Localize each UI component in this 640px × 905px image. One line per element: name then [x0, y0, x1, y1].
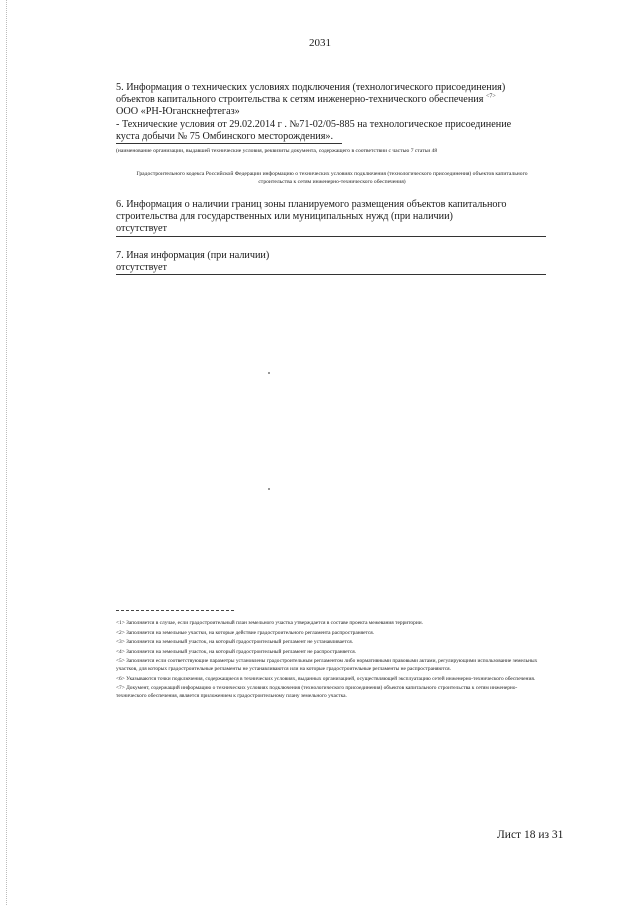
section-7 — [116, 250, 546, 275]
organization-name: ООО «РН-Юганскнефтегаз» — [116, 106, 240, 118]
footnote-item: <7> Документ, содержащий информацию о технических условиях подключения (технологического присоединения) объектов капитального строительства к сетям инженерно-технического обеспечения, является приложением к градостроительному плану земельного участка. — [116, 685, 518, 699]
page-number: 2031 — [309, 37, 331, 49]
footnote-item: <5> Заполняется если соответствующие параметры установлены градостроительным регламентом либо нормативными правовыми актами, регулирующими использование земельных участков, для которых градостроительные регламенты не устанавливаются или на которые градостроительные регламенты не распространяются. — [116, 658, 538, 672]
section-7-value: отсутствует — [116, 262, 546, 275]
scan-speck — [268, 372, 270, 374]
binding-margin-line — [6, 0, 7, 905]
section-6 — [116, 199, 546, 237]
section-7-heading: 7. Иная информация (при наличии) — [116, 250, 270, 261]
section-6-value: отсутствует — [116, 223, 546, 236]
footnotes — [116, 620, 546, 702]
section-5-heading: 5. Информация о технических условиях подключения (технологического присоединения) объектов капитального строительства к сетям инженерно-технического обеспечения — [116, 82, 506, 106]
conditions-line-1: - Технические условия от 29.02.2014 г . №71-02/05-885 на технологическое присоединение — [116, 118, 512, 130]
scan-speck — [268, 488, 270, 490]
section-5-caption-1: (наименование организации, выдавшей технические условия, реквизиты документа, содержащего в соответствии с частью 7 статьи 48 — [116, 148, 438, 154]
section-5-caption-2: Градостроительного кодекса Российской Федерации информацию о технических условиях подключения (технологического присоединения) объектов капитального строительства к сетям инженерно-технического обеспечения) — [136, 171, 528, 185]
section-5 — [116, 82, 546, 144]
section-6-heading: 6. Информация о наличии границ зоны планируемого размещения объектов капитального строительства для государственных или муниципальных нужд (при наличии) — [116, 199, 507, 223]
footnote-item: <3> Заполняется на земельный участок, на который градостроительный регламент не устанавливается. — [116, 639, 354, 646]
footnote-ref-7: <7> — [485, 93, 496, 100]
footnote-separator — [116, 610, 234, 611]
conditions-line-2: куста добычи № 75 Омбинского месторождения». — [116, 131, 342, 144]
sheet-number: Лист 18 из 31 — [497, 829, 564, 841]
footnote-item: <6> Указываются точки подключения, содержащиеся в технических условиях, выданных организацией, осуществляющей эксплуатацию сетей инженерно-технического обеспечения. — [116, 675, 536, 682]
footnote-item: <1> Заполняется в случае, если градостроительный план земельного участка утверждается в составе проекта межевания территории. — [116, 620, 423, 626]
footnote-item: <2> Заполняется на земельные участки, на которые действие градостроительного регламента распространяется. — [116, 629, 375, 636]
footnote-item: <4> Заполняется на земельный участок, на который градостроительный регламент не распространяется. — [116, 648, 357, 655]
